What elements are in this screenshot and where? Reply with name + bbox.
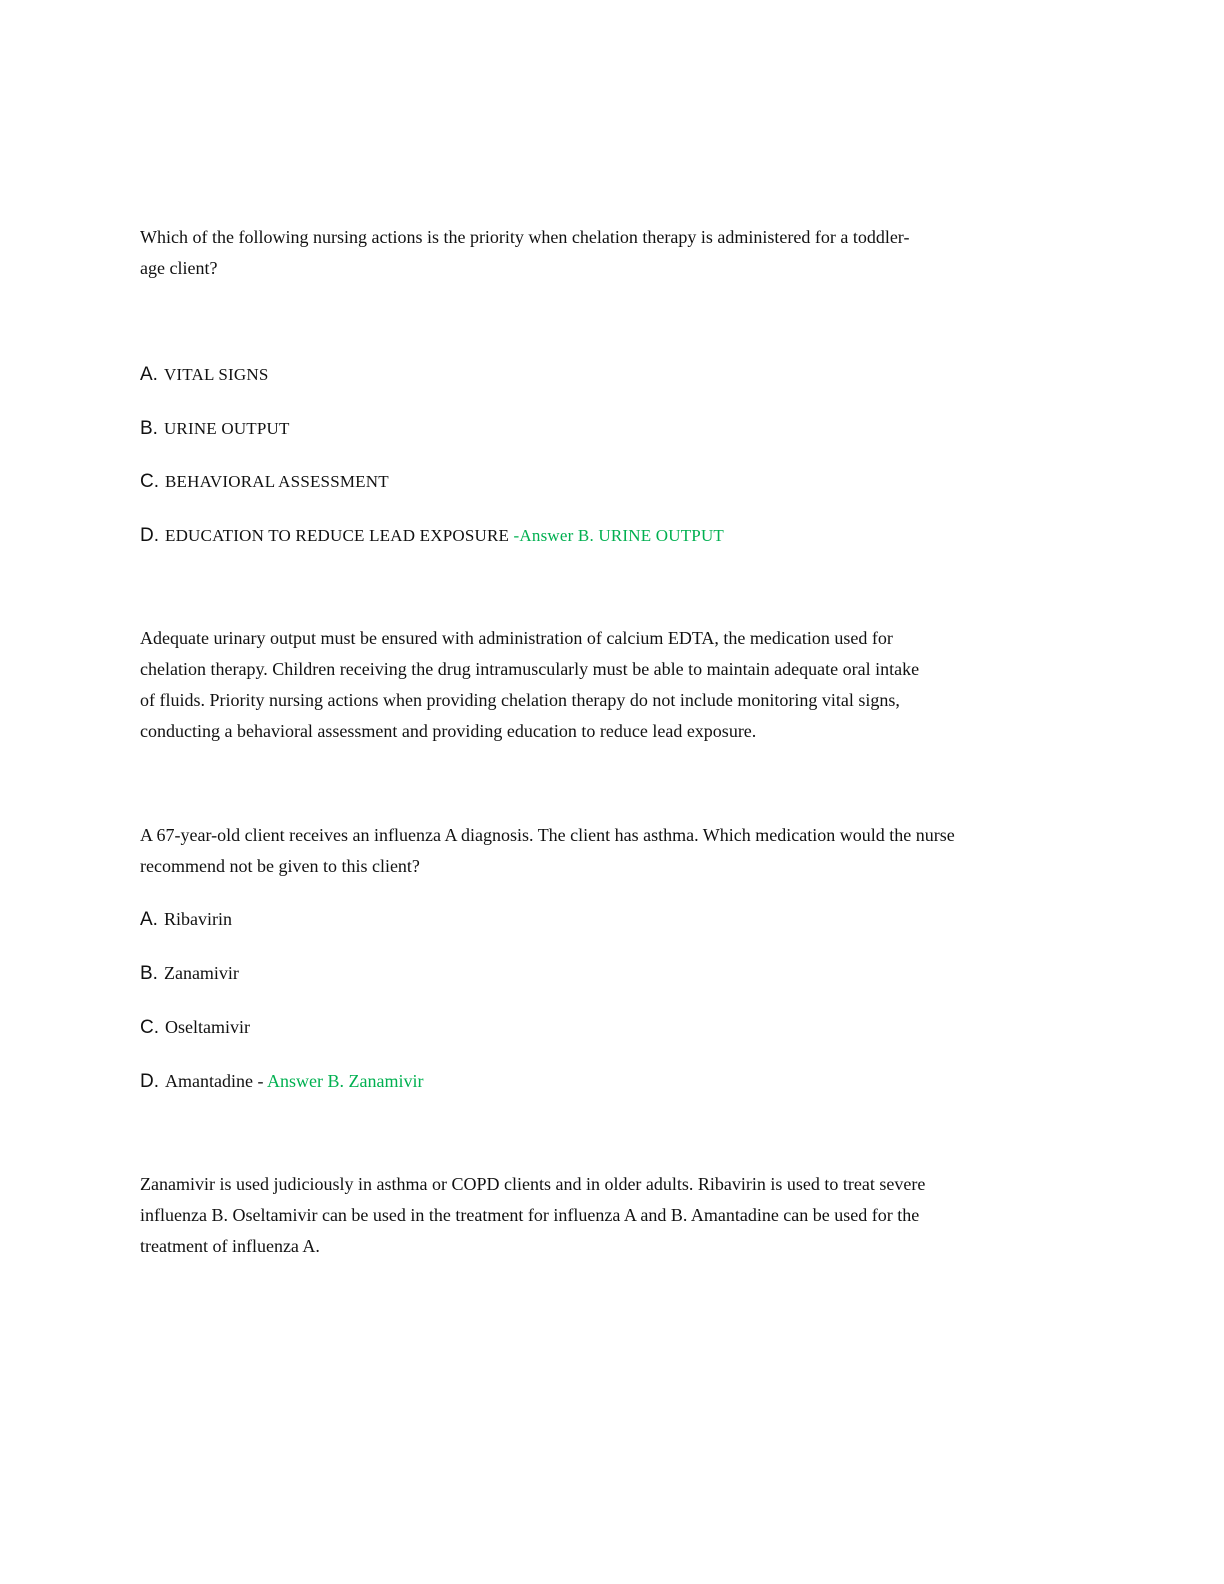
- question-2-explanation: [140, 1169, 1100, 1262]
- question-line: recommend not be given to this client?: [140, 856, 420, 876]
- option-text: VITAL SIGNS: [163, 365, 269, 384]
- option-letter: B.: [140, 963, 158, 984]
- option-text: Ribavirin: [163, 909, 232, 929]
- option-letter: A.: [140, 364, 158, 385]
- q1-option-a: [140, 359, 269, 389]
- answer-text: -Answer B. URINE OUTPUT: [509, 526, 725, 545]
- question-1-text: [140, 222, 1100, 284]
- q1-option-d: [140, 520, 724, 550]
- explanation-line: Adequate urinary output must be ensured with administration of calcium EDTA, the medication used for: [140, 628, 893, 648]
- option-text: BEHAVIORAL ASSESSMENT: [165, 472, 389, 491]
- option-letter: B.: [140, 418, 158, 439]
- q2-option-b: [140, 958, 239, 988]
- q2-option-d: [140, 1066, 423, 1096]
- option-letter: C.: [140, 471, 159, 492]
- answer-separator: -: [252, 1071, 267, 1091]
- option-letter: D.: [140, 525, 159, 546]
- option-text: URINE OUTPUT: [163, 419, 290, 438]
- option-text: Oseltamivir: [165, 1017, 250, 1037]
- question-1-explanation: [140, 623, 1100, 747]
- q1-option-b: [140, 413, 290, 443]
- answer-text: Answer B. Zanamivir: [267, 1071, 424, 1091]
- question-2-text: [140, 820, 1100, 882]
- explanation-line: influenza B. Oseltamivir can be used in the treatment for influenza A and B. Amantadine can be used for the: [140, 1205, 920, 1225]
- option-text: Zanamivir: [163, 963, 239, 983]
- explanation-line: of fluids. Priority nursing actions when providing chelation therapy do not include monitoring vital signs,: [140, 690, 900, 710]
- q2-option-c: [140, 1012, 250, 1042]
- explanation-line: conducting a behavioral assessment and providing education to reduce lead exposure.: [140, 721, 757, 741]
- q1-option-c: [140, 466, 389, 496]
- question-line: A 67-year-old client receives an influenza A diagnosis. The client has asthma. Which medication would the nurse: [140, 825, 955, 845]
- option-letter: D.: [140, 1071, 159, 1092]
- explanation-line: chelation therapy. Children receiving the drug intramuscularly must be able to maintain adequate oral intake: [140, 659, 920, 679]
- option-letter: A.: [140, 909, 158, 930]
- option-letter: C.: [140, 1017, 159, 1038]
- question-line: Which of the following nursing actions is the priority when chelation therapy is administered for a toddler-: [140, 227, 910, 247]
- explanation-line: Zanamivir is used judiciously in asthma or COPD clients and in older adults. Ribavirin is used to treat severe: [140, 1174, 926, 1194]
- option-text: EDUCATION TO REDUCE LEAD EXPOSURE: [165, 526, 510, 545]
- option-text: Amantadine: [165, 1071, 253, 1091]
- explanation-line: treatment of influenza A.: [140, 1236, 320, 1256]
- q2-option-a: [140, 904, 232, 934]
- question-line: age client?: [140, 258, 218, 278]
